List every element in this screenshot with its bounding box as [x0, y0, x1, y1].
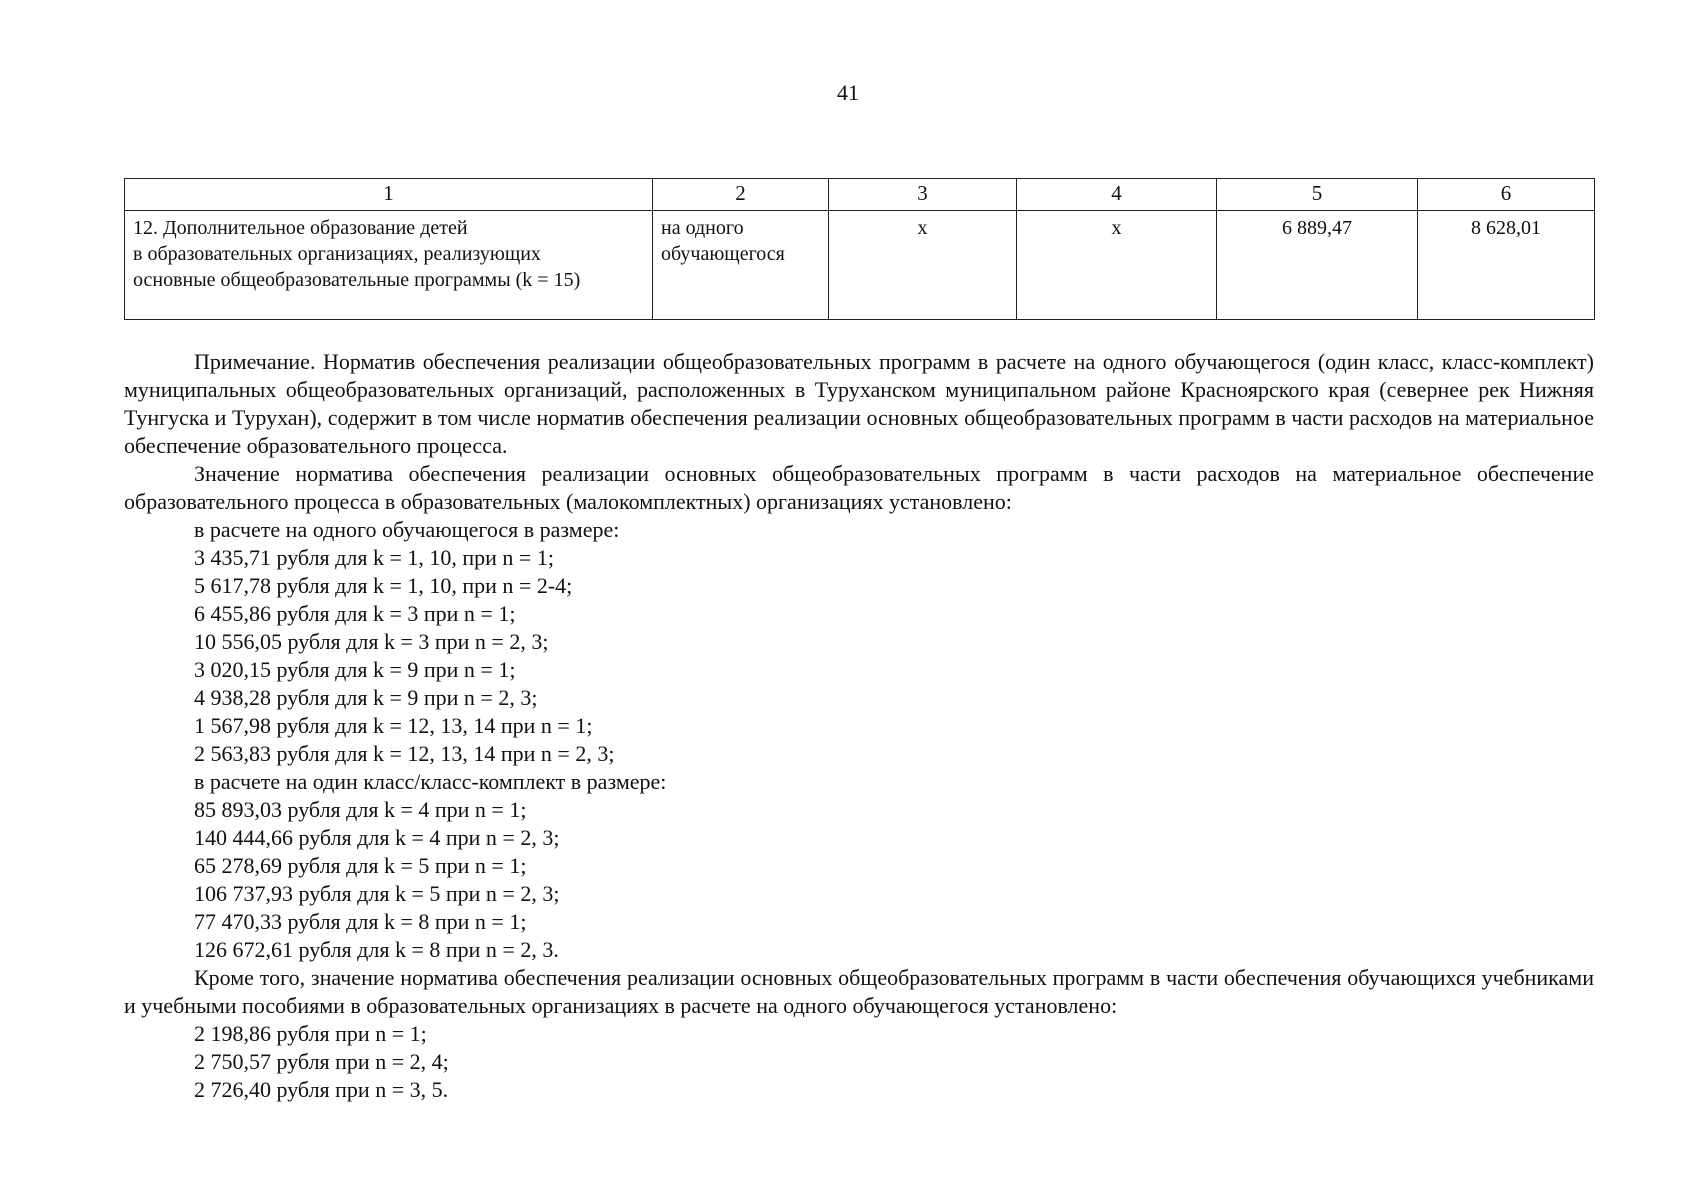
list-item: 106 737,93 рубля для k = 5 при n = 2, 3;	[194, 881, 560, 906]
note-section	[124, 348, 1594, 1104]
list-item: 2 198,86 рубля при n = 1;	[194, 1021, 427, 1046]
list-item: 85 893,03 рубля для k = 4 при n = 1;	[194, 797, 527, 822]
per-class-heading: в расчете на один класс/класс-комплект в размере:	[194, 769, 667, 794]
row-name-cell	[125, 211, 653, 320]
note-paragraph-3: Кроме того, значение норматива обеспечения реализации основных общеобразовательных программ в части обеспечения обучающихся учебниками и учебными пособиями в образовательных организациях в расчете на одного обучающегося установлено:	[124, 965, 1594, 1018]
row-name-line: в образовательных организациях, реализующих	[133, 243, 541, 265]
list-item: 5 617,78 рубля для k = 1, 10, при n = 2-4;	[194, 573, 573, 598]
row-col4-cell: x	[1017, 211, 1217, 320]
list-item: 2 726,40 рубля при n = 3, 5.	[194, 1077, 449, 1102]
table-header-cell: 1	[125, 179, 653, 211]
table-header-cell: 4	[1017, 179, 1217, 211]
list-item: 140 444,66 рубля для k = 4 при n = 2, 3;	[194, 825, 560, 850]
row-unit-cell	[653, 211, 829, 320]
normative-table-wrap	[124, 178, 1594, 320]
list-item: 2 563,83 рубля для k = 12, 13, 14 при n = 2, 3;	[194, 741, 615, 766]
row-unit-line: обучающегося	[661, 243, 785, 265]
list-item: 126 672,61 рубля для k = 8 при n = 2, 3.	[194, 937, 559, 962]
list-item: 6 455,86 рубля для k = 3 при n = 1;	[194, 601, 516, 626]
list-item: 3 020,15 рубля для k = 9 при n = 1;	[194, 657, 516, 682]
table-header-cell: 3	[829, 179, 1017, 211]
table-row	[125, 211, 1595, 320]
per-student-heading: в расчете на одного обучающегося в размере:	[194, 517, 620, 542]
row-col3-cell: x	[829, 211, 1017, 320]
list-item: 3 435,71 рубля для k = 1, 10, при n = 1;	[194, 545, 554, 570]
row-unit-line: на одного	[661, 217, 744, 239]
row-col6-cell: 8 628,01	[1418, 211, 1595, 320]
table-header-cell: 6	[1418, 179, 1595, 211]
table-header-cell: 5	[1217, 179, 1418, 211]
normative-table	[124, 178, 1595, 320]
list-item: 1 567,98 рубля для k = 12, 13, 14 при n = 1;	[194, 713, 593, 738]
note-paragraph-2: Значение норматива обеспечения реализации основных общеобразовательных программ в части расходов на материальное обеспечение образовательного процесса в образовательных (малокомплектных) организациях установлено:	[124, 461, 1594, 514]
page-number: 41	[837, 80, 859, 105]
table-header-cell: 2	[653, 179, 829, 211]
row-name-line: 12. Дополнительное образование детей	[133, 217, 468, 239]
list-item: 65 278,69 рубля для k = 5 при n = 1;	[194, 853, 527, 878]
list-item: 4 938,28 рубля для k = 9 при n = 2, 3;	[194, 685, 538, 710]
note-paragraph-1: Примечание. Норматив обеспечения реализации общеобразовательных программ в расчете на одного обучающегося (один класс, класс-комплект) муниципальных общеобразовательных организаций, расположенных в Туруханском муниципальном районе Красноярского края (севернее рек Нижняя Тунгуска и Турухан), содержит в том числе норматив обеспечения реализации основных общеобразовательных программ в части расходов на материальное обеспечение образовательного процесса.	[124, 349, 1594, 458]
row-name-line: основные общеобразовательные программы (k = 15)	[133, 269, 581, 291]
list-item: 77 470,33 рубля для k = 8 при n = 1;	[194, 909, 527, 934]
list-item: 2 750,57 рубля при n = 2, 4;	[194, 1049, 449, 1074]
row-col5-cell: 6 889,47	[1217, 211, 1418, 320]
table-header-row	[125, 179, 1595, 211]
list-item: 10 556,05 рубля для k = 3 при n = 2, 3;	[194, 629, 549, 654]
